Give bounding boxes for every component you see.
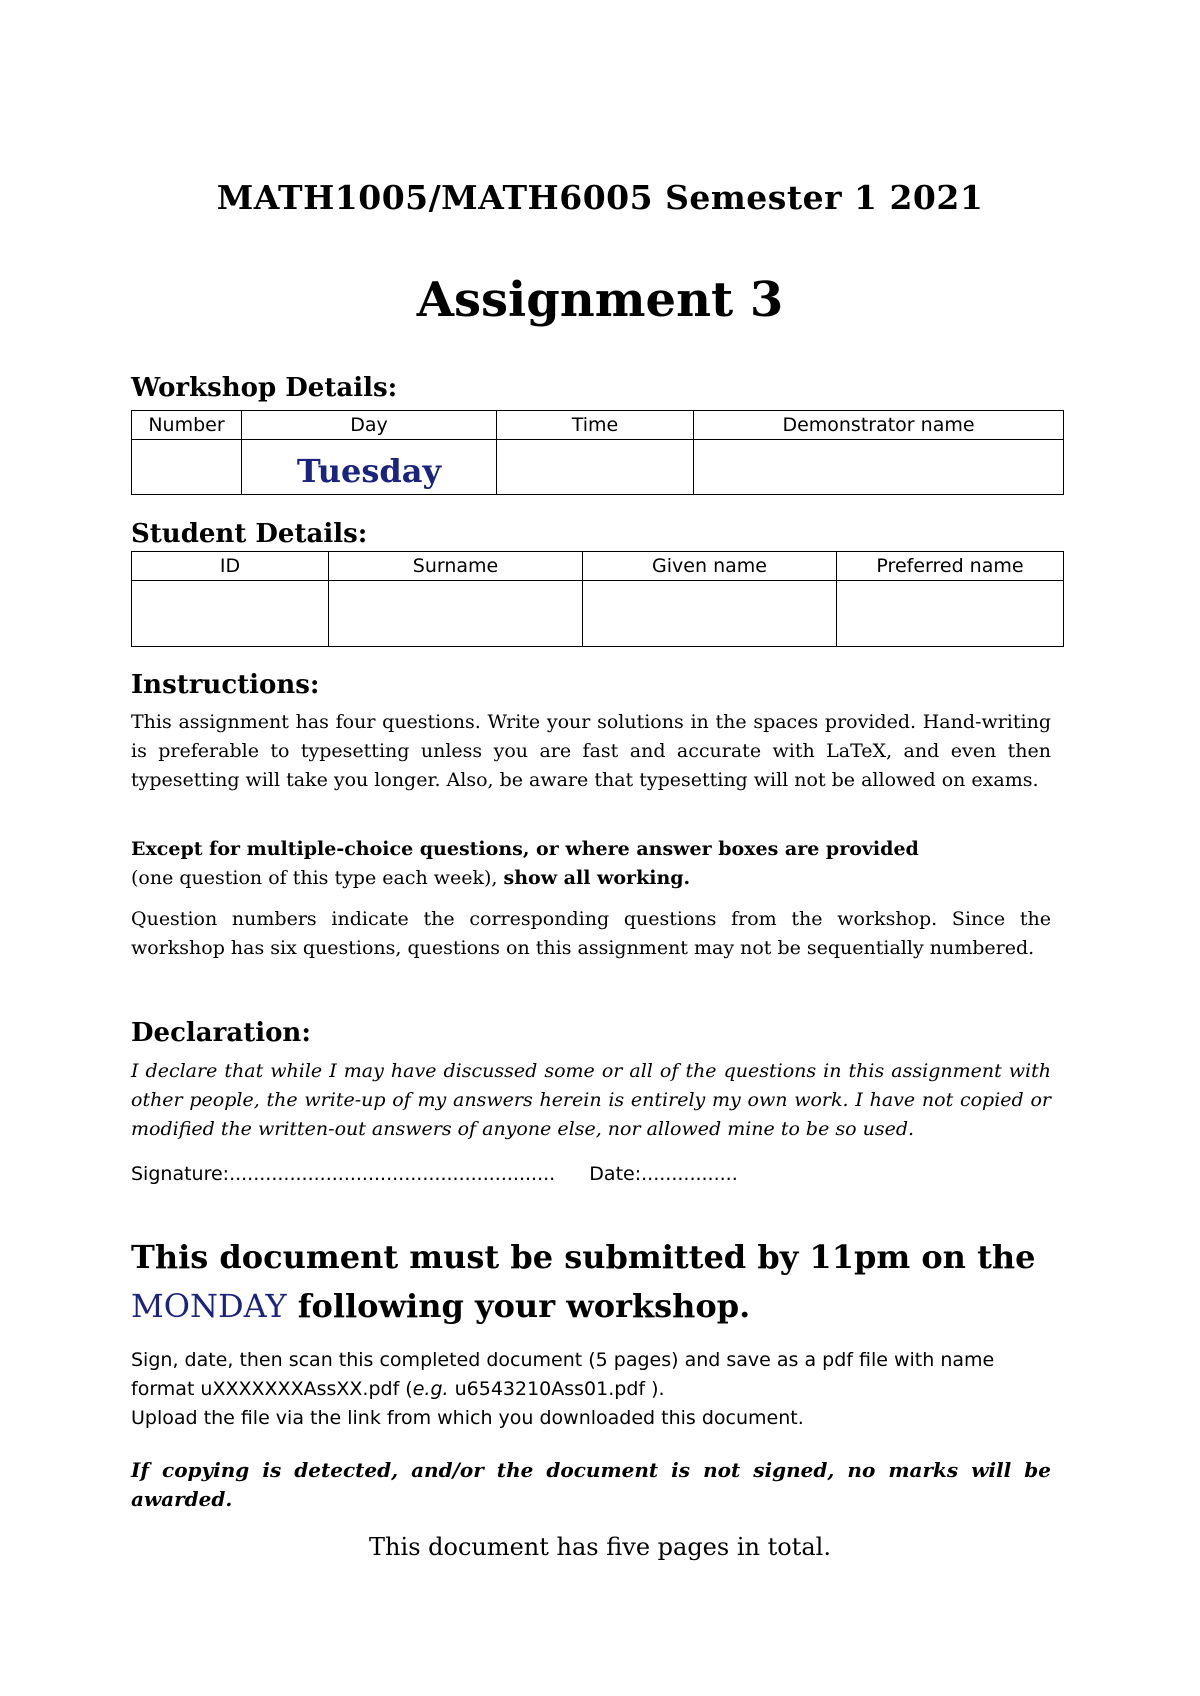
workshop-day-value: Tuesday (242, 440, 497, 495)
instructions-paragraph-3: Question numbers indicate the corresponding questions from the workshop. Since the workshop has six questions, questions on this assignment may not be sequentially numbered. (131, 908, 1051, 959)
declaration-text: I declare that while I may have discussed some or all of the questions in this assignment with other people, the write-up of my answers herein is entirely my own work. I have not copied or modified the written-out answers of anyone else, nor allowed mine to be so used. (131, 1060, 1051, 1140)
workshop-heading: Workshop Details: (131, 373, 398, 403)
signature-field[interactable]: ...................................................... (229, 1163, 556, 1185)
instructions-heading: Instructions: (131, 670, 320, 700)
submission-line-2b: u6543210Ass01.pdf ). (448, 1378, 665, 1400)
workshop-table (131, 410, 1064, 495)
student-surname-field[interactable] (329, 581, 583, 647)
instructions-bold-1: Except for multiple-choice questions, or where answer boxes are provided (131, 838, 919, 860)
submission-line-1: Sign, date, then scan this completed document (5 pages) and save as a pdf file with name (131, 1349, 995, 1371)
course-title: MATH1005/MATH6005 Semester 1 2021 (216, 178, 984, 217)
signature-line (131, 1163, 1051, 1185)
assignment-title: Assignment 3 (416, 272, 784, 328)
workshop-number-field[interactable] (132, 440, 242, 495)
submission-eg: e.g. (412, 1378, 449, 1400)
signature-label: Signature: (131, 1163, 230, 1185)
col-given-name: Given name (583, 552, 837, 581)
col-id: ID (132, 552, 329, 581)
student-preferred-name-field[interactable] (837, 581, 1064, 647)
page-count-footer: This document has five pages in total. (369, 1533, 831, 1561)
instructions-bold-2: show all working. (503, 867, 691, 889)
notice-line-1: This document must be submitted by 11pm on the (131, 1238, 1036, 1276)
instructions-paragraph-1: This assignment has four questions. Write your solutions in the spaces provided. Hand-writing is preferable to typesetting unless you are fast and accurate with LaTeX, and even then typesetting will take you longer. Also, be aware that typesetting will not be allowed on exams. (131, 711, 1051, 791)
declaration-heading: Declaration: (131, 1018, 311, 1048)
student-table (131, 551, 1064, 647)
notice-day: MONDAY (131, 1287, 287, 1325)
student-value-row (132, 581, 1064, 647)
submission-line-2a: format uXXXXXXXAssXX.pdf ( (131, 1378, 413, 1400)
instructions-paragraph-2 (131, 835, 1051, 893)
date-field[interactable]: ................ (641, 1163, 738, 1185)
submission-line-3: Upload the file via the link from which you downloaded this document. (131, 1407, 804, 1429)
workshop-time-field[interactable] (497, 440, 694, 495)
student-given-name-field[interactable] (583, 581, 837, 647)
col-surname: Surname (329, 552, 583, 581)
student-heading: Student Details: (131, 519, 368, 549)
workshop-value-row (132, 440, 1064, 495)
student-header-row (132, 552, 1064, 581)
col-day: Day (242, 411, 497, 440)
submission-deadline-notice (131, 1233, 1081, 1331)
workshop-header-row (132, 411, 1064, 440)
col-demonstrator: Demonstrator name (694, 411, 1064, 440)
submission-instructions (131, 1346, 1051, 1433)
workshop-demonstrator-field[interactable] (694, 440, 1064, 495)
notice-line-2: following your workshop. (286, 1287, 751, 1325)
student-id-field[interactable] (132, 581, 329, 647)
col-time: Time (497, 411, 694, 440)
col-number: Number (132, 411, 242, 440)
instructions-mid: (one question of this type each week), (131, 867, 504, 889)
copying-warning: If copying is detected, and/or the document is not signed, no marks will be awarded. (131, 1458, 1051, 1511)
date-label: Date: (589, 1163, 642, 1185)
col-preferred-name: Preferred name (837, 552, 1064, 581)
